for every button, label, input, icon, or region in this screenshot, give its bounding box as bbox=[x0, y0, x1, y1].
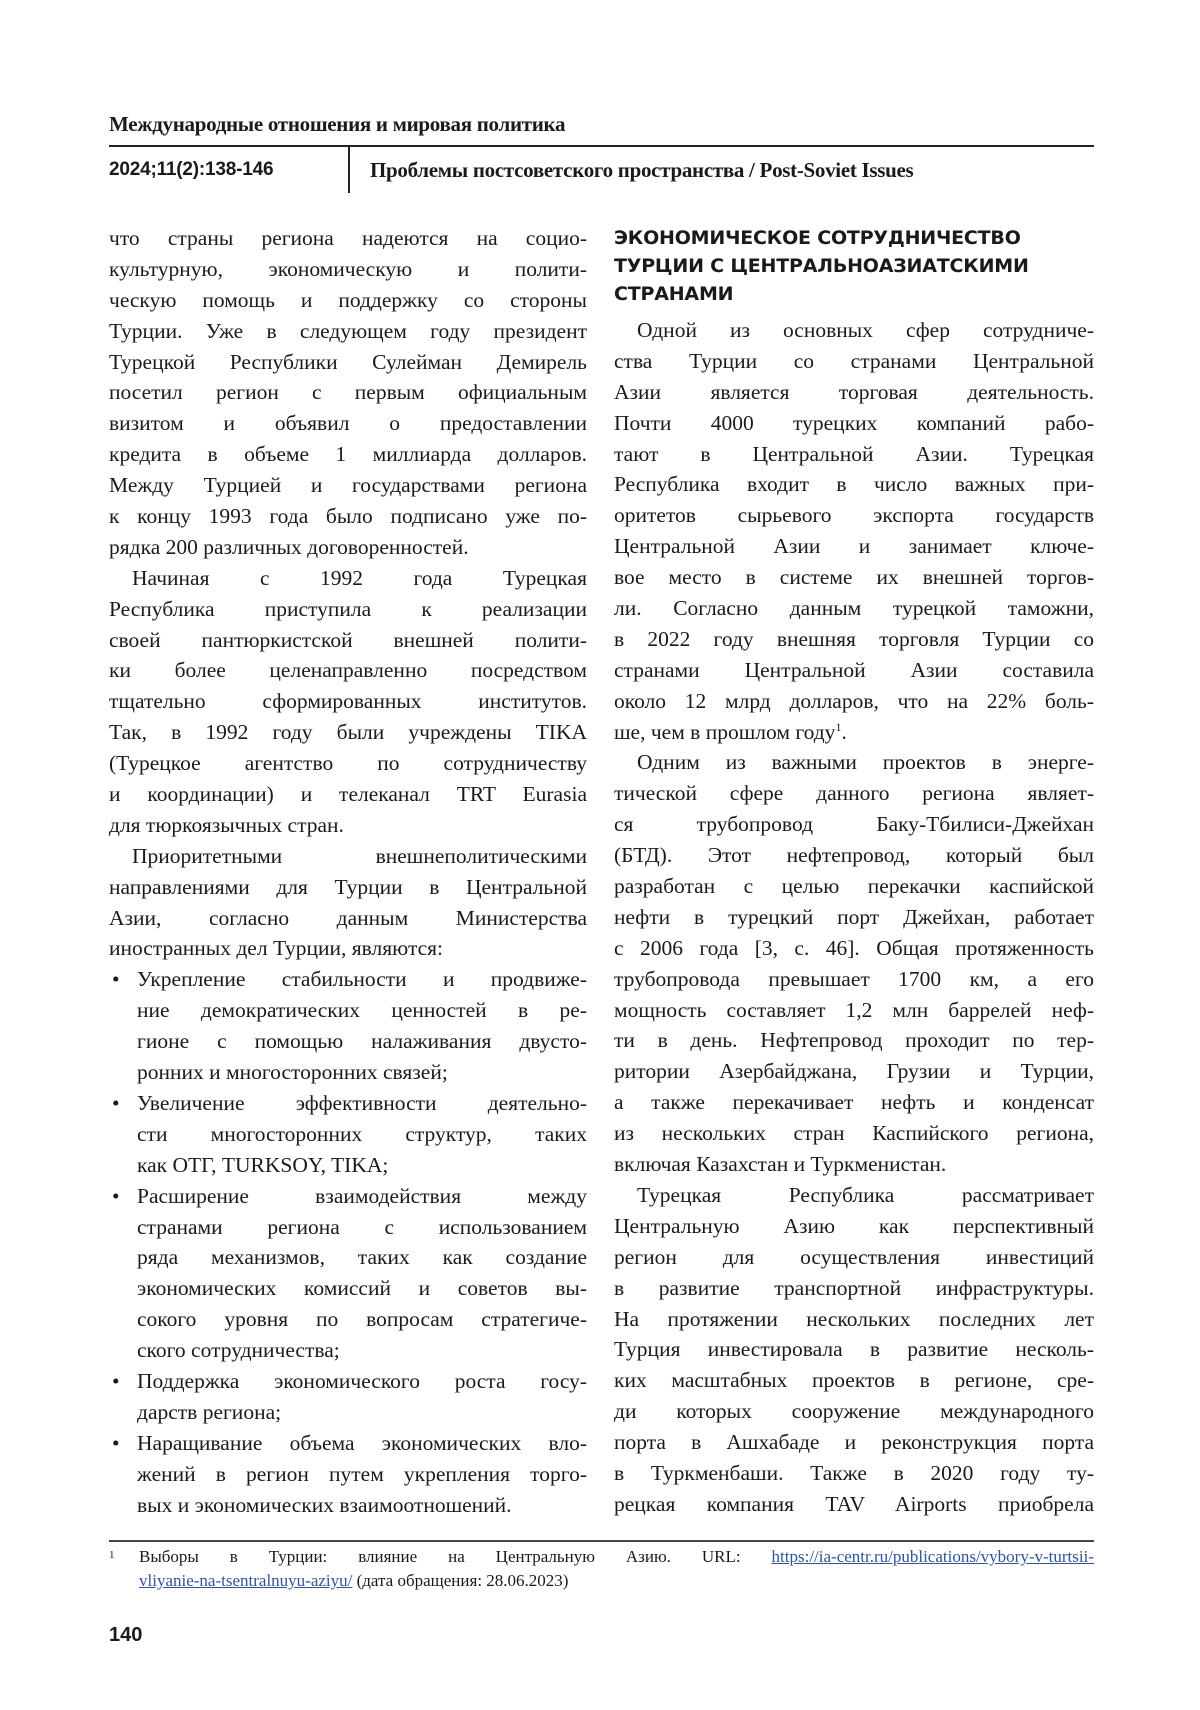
line-text: Центральной Азии и занимает ключе- bbox=[614, 534, 1094, 559]
line-text: Начиная с 1992 года Турецкая bbox=[132, 565, 587, 590]
text-line bbox=[614, 377, 1094, 408]
text-line bbox=[109, 903, 587, 934]
bullet-item bbox=[109, 1428, 587, 1521]
text-line bbox=[614, 1365, 1094, 1396]
text-line bbox=[109, 347, 587, 378]
bullet-item bbox=[109, 1181, 587, 1366]
text-line bbox=[614, 1087, 1094, 1118]
text-line bbox=[109, 717, 587, 748]
line-text: ких масштабных проектов в регионе, сре- bbox=[614, 1368, 1094, 1393]
bullet-icon: • bbox=[112, 1430, 120, 1455]
line-text: оритетов сырьевого экспорта государств bbox=[614, 503, 1094, 528]
text-line bbox=[614, 1242, 1094, 1273]
line-text: На протяжении нескольких последних лет bbox=[614, 1306, 1094, 1331]
line-text: трубопровода превышает 1700 км, а его bbox=[614, 966, 1094, 991]
line-text: тической сфере данного региона являет- bbox=[614, 781, 1094, 806]
text-line bbox=[614, 531, 1094, 562]
footnote-link-continued[interactable]: vliyanie-na-tsentralnuyu-aziyu/ bbox=[139, 1571, 353, 1590]
text-line bbox=[109, 408, 587, 439]
text-line bbox=[109, 532, 587, 563]
text-line bbox=[109, 872, 587, 903]
text-line bbox=[109, 316, 587, 347]
line-text: направлениями для Турции в Центральной bbox=[109, 874, 587, 899]
text-line bbox=[614, 1458, 1094, 1489]
paragraph bbox=[614, 747, 1094, 1179]
line-text: ние демократических ценностей в ре- bbox=[137, 998, 587, 1023]
footnote bbox=[109, 1545, 1094, 1593]
text-line bbox=[614, 686, 1094, 717]
text-line bbox=[614, 624, 1094, 655]
bullet-item bbox=[109, 1366, 587, 1428]
heading-line: ТУРЦИИ С ЦЕНТРАЛЬНОАЗИАТСКИМИ bbox=[614, 255, 1029, 277]
text-line bbox=[614, 315, 1094, 346]
line-text: Почти 4000 турецких компаний рабо- bbox=[614, 410, 1094, 435]
line-text: кредита в объеме 1 миллиарда долларов. bbox=[109, 442, 587, 467]
footnote-text: Выборы в Турции: влияние на Центральную Азию. URL: bbox=[139, 1547, 741, 1566]
line-text: Одной из основных сфер сотрудниче- bbox=[637, 318, 1094, 342]
text-line bbox=[614, 593, 1094, 624]
text-line bbox=[614, 995, 1094, 1026]
text-line bbox=[109, 501, 587, 532]
line-text: посетил регион с первым официальным bbox=[109, 380, 587, 405]
line-text: дарств региона; bbox=[137, 1399, 282, 1424]
right-column bbox=[614, 315, 1094, 1520]
line-text: Приоритетными внешнеполитическими bbox=[132, 843, 587, 868]
footnote-number: 1 bbox=[109, 1549, 115, 1561]
text-line bbox=[109, 1057, 587, 1088]
text-line bbox=[614, 902, 1094, 933]
text-line bbox=[614, 1025, 1094, 1056]
line-text: странами региона с использованием bbox=[137, 1214, 587, 1239]
line-text: Между Турцией и государствами региона bbox=[109, 473, 587, 498]
text-line bbox=[109, 1397, 587, 1428]
line-text: с 2006 года [3, с. 46]. Общая протяженность bbox=[614, 935, 1094, 960]
text-line bbox=[109, 1088, 587, 1119]
bullet-item bbox=[109, 1088, 587, 1181]
line-text: Турецкая Республика рассматривает bbox=[637, 1182, 1094, 1207]
footnote-access-date: (дата обращения: 28.06.2023) bbox=[356, 1571, 569, 1590]
bullet-icon: • bbox=[112, 1368, 120, 1393]
text-line bbox=[614, 778, 1094, 809]
heading-line: СТРАНАМИ bbox=[614, 283, 734, 305]
line-text: ли. Согласно данным турецкой таможни, bbox=[614, 596, 1094, 621]
text-line bbox=[614, 1180, 1094, 1211]
paragraph bbox=[109, 841, 587, 965]
line-text: в Туркменбаши. Также в 2020 году ту- bbox=[614, 1460, 1094, 1485]
text-line bbox=[109, 810, 587, 841]
text-line bbox=[109, 563, 587, 594]
line-text: нефти в турецкий порт Джейхан, работает bbox=[614, 904, 1094, 929]
line-text: (Турецкое агентство по сотрудничеству bbox=[109, 751, 587, 776]
text-line bbox=[109, 439, 587, 470]
line-text: Укрепление стабильности и продвиже- bbox=[137, 967, 587, 992]
text-line bbox=[109, 686, 587, 717]
footnote-divider bbox=[109, 1540, 1094, 1542]
line-text: тают в Центральной Азии. Турецкая bbox=[614, 441, 1094, 466]
footnote-reference[interactable]: 1 bbox=[835, 719, 842, 734]
line-text: Республика входит в число важных при- bbox=[614, 472, 1094, 497]
line-text: ряда механизмов, таких как создание bbox=[137, 1245, 587, 1270]
line-text: для тюркоязычных стран. bbox=[109, 812, 344, 837]
text-line bbox=[109, 841, 587, 872]
text-line bbox=[614, 500, 1094, 531]
text-line bbox=[614, 1427, 1094, 1458]
line-text: жений в регион путем укрепления торго- bbox=[137, 1461, 587, 1486]
text-line bbox=[614, 408, 1094, 439]
line-text: а также перекачивает нефть и конденсат bbox=[614, 1090, 1094, 1115]
line-text: культурную, экономическую и полити- bbox=[109, 256, 587, 281]
line-text: Турецкой Республики Сулейман Демирель bbox=[109, 349, 587, 374]
footnote-link[interactable]: https://ia-centr.ru/publications/vybory-v-turtsii- bbox=[771, 1547, 1094, 1566]
line-text: иностранных дел Турции, являются: bbox=[109, 936, 444, 961]
text-line bbox=[109, 1119, 587, 1150]
text-line bbox=[109, 1304, 587, 1335]
text-line bbox=[109, 470, 587, 501]
text-line bbox=[614, 1273, 1094, 1304]
line-text: ческую помощь и поддержку со стороны bbox=[109, 287, 587, 312]
line-text: Турции. Уже в следующем году президент bbox=[109, 318, 587, 343]
line-text: Увеличение эффективности деятельно- bbox=[137, 1090, 587, 1115]
line-text: Турция инвестировала в развитие несколь- bbox=[614, 1337, 1094, 1362]
line-text: ритории Азербайджана, Грузии и Турции, bbox=[614, 1059, 1094, 1084]
text-line bbox=[614, 346, 1094, 377]
page-number: 140 bbox=[109, 1624, 143, 1646]
text-line bbox=[109, 655, 587, 686]
issue-citation: 2024;11(2):138-146 bbox=[109, 159, 274, 180]
line-text: гионе с помощью налаживания двусто- bbox=[137, 1029, 587, 1054]
line-text: рецкая компания TAV Airports приобрела bbox=[614, 1491, 1094, 1516]
text-line bbox=[109, 1181, 587, 1212]
line-text: Республика приступила к реализации bbox=[109, 596, 587, 621]
line-text: рядка 200 различных договоренностей. bbox=[109, 534, 469, 559]
text-line bbox=[614, 439, 1094, 470]
text-line bbox=[109, 254, 587, 285]
line-text: разработан с целью перекачки каспийской bbox=[614, 874, 1094, 899]
text-line bbox=[614, 469, 1094, 500]
journal-title: Проблемы постсоветского пространства / Post-Soviet Issues bbox=[370, 158, 914, 182]
text-line bbox=[109, 995, 587, 1026]
text-line bbox=[614, 1211, 1094, 1242]
line-text: ти в день. Нефтепровод проходит по тер- bbox=[614, 1028, 1094, 1053]
line-text: Одним из важными проектов в энерге- bbox=[637, 750, 1094, 775]
text-line bbox=[109, 1026, 587, 1057]
line-text: экономических комиссий и советов вы- bbox=[137, 1276, 587, 1301]
text-line bbox=[109, 933, 587, 964]
line-text: Расширение взаимодействия между bbox=[137, 1183, 587, 1208]
text-line bbox=[109, 285, 587, 316]
line-text: мощность составляет 1,2 млн баррелей неф- bbox=[614, 997, 1094, 1022]
line-text: из нескольких стран Каспийского региона, bbox=[614, 1121, 1094, 1146]
line-text: сокого уровня по вопросам стратегиче- bbox=[137, 1307, 587, 1332]
text-line bbox=[614, 1396, 1094, 1427]
line-text: к концу 1993 года было подписано уже по- bbox=[109, 504, 587, 529]
text-line bbox=[109, 1212, 587, 1243]
text-line bbox=[614, 1056, 1094, 1087]
text-line bbox=[614, 747, 1094, 778]
text-line bbox=[614, 562, 1094, 593]
text-line bbox=[109, 1150, 587, 1181]
text-line bbox=[109, 1490, 587, 1521]
text-line bbox=[614, 1489, 1094, 1520]
line-text: вых и экономических взаимоотношений. bbox=[137, 1492, 512, 1517]
paragraph bbox=[109, 223, 587, 563]
text-line bbox=[614, 809, 1094, 840]
bullet-icon: • bbox=[112, 1183, 120, 1208]
line-text: ронних и многосторонних связей; bbox=[137, 1060, 448, 1085]
line-text: ди которых сооружение международного bbox=[614, 1399, 1094, 1424]
line-text: и координации) и телеканал TRT Eurasia bbox=[109, 782, 587, 807]
heading-line: ЭКОНОМИЧЕСКОЕ СОТРУДНИЧЕСТВО bbox=[614, 227, 1021, 249]
line-text: Так, в 1992 году были учреждены TIKA bbox=[109, 720, 587, 745]
line-text: ся трубопровод Баку-Тбилиси-Джейхан bbox=[614, 812, 1094, 837]
line-text: Азии является торговая деятельность. bbox=[614, 379, 1094, 404]
line-text: своей пантюркистской внешней полити- bbox=[109, 627, 587, 652]
paragraph bbox=[109, 563, 587, 841]
text-line: ше, чем в прошлом году$^1$. bbox=[614, 719, 847, 744]
text-line bbox=[614, 964, 1094, 995]
text-line bbox=[109, 779, 587, 810]
line-text: Поддержка экономического роста госу- bbox=[137, 1368, 587, 1393]
bullet-icon: • bbox=[112, 967, 120, 992]
text-line bbox=[109, 1428, 587, 1459]
line-text: ского сотрудничества; bbox=[137, 1338, 340, 1363]
text-line bbox=[614, 871, 1094, 902]
line-text: Наращивание объема экономических вло- bbox=[137, 1430, 587, 1455]
line-text: около 12 млрд долларов, что на 22% боль- bbox=[614, 688, 1094, 713]
bullet-item bbox=[109, 964, 587, 1088]
text-line bbox=[109, 1273, 587, 1304]
line-text: ки более целенаправленно посредством bbox=[109, 658, 587, 683]
text-line bbox=[109, 625, 587, 656]
text-line bbox=[614, 1304, 1094, 1335]
text-line bbox=[109, 748, 587, 779]
header-vertical-divider bbox=[348, 147, 350, 193]
line-text: что страны региона надеются на социо- bbox=[109, 226, 587, 250]
text-line bbox=[109, 1366, 587, 1397]
text-line bbox=[614, 1334, 1094, 1365]
text-line bbox=[109, 223, 587, 254]
line-text: странами Центральной Азии составила bbox=[614, 657, 1094, 682]
header-divider bbox=[109, 145, 1094, 147]
line-text: регион для осуществления инвестиций bbox=[614, 1244, 1094, 1269]
section-title: Международные отношения и мировая политика bbox=[109, 112, 566, 136]
text-line bbox=[109, 1459, 587, 1490]
line-text: вое место в системе их внешней торгов- bbox=[614, 565, 1094, 590]
text-line bbox=[109, 1335, 587, 1366]
paragraph bbox=[614, 1180, 1094, 1520]
bullet-icon: • bbox=[112, 1090, 120, 1115]
line-text: сти многосторонних структур, таких bbox=[137, 1121, 587, 1146]
line-text: ше, чем в прошлом году bbox=[614, 719, 836, 744]
text-line bbox=[614, 1149, 1094, 1180]
line-text: ства Турции со странами Центральной bbox=[614, 348, 1094, 373]
line-text: тщательно сформированных институтов. bbox=[109, 689, 587, 714]
text-line bbox=[614, 1118, 1094, 1149]
line-text: в развитие транспортной инфраструктуры. bbox=[614, 1275, 1094, 1300]
line-text: включая Казахстан и Туркменистан. bbox=[614, 1152, 947, 1177]
line-text: Азии, согласно данным Министерства bbox=[109, 905, 587, 930]
line-text: визитом и объявил о предоставлении bbox=[109, 411, 587, 436]
line-text: как ОТГ, TURKSOY, TIKA; bbox=[137, 1152, 389, 1177]
text-line bbox=[614, 933, 1094, 964]
text-line bbox=[109, 594, 587, 625]
text-line bbox=[614, 655, 1094, 686]
line-text: (БТД). Этот нефтепровод, который был bbox=[614, 843, 1094, 868]
text-line bbox=[614, 840, 1094, 871]
text-line bbox=[109, 964, 587, 995]
line-text: в 2022 году внешняя торговля Турции со bbox=[614, 626, 1094, 651]
text-line bbox=[109, 377, 587, 408]
line-text: порта в Ашхабаде и реконструкция порта bbox=[614, 1430, 1094, 1455]
text-line bbox=[109, 1242, 587, 1273]
paragraph bbox=[614, 315, 1094, 747]
left-column bbox=[109, 223, 587, 1520]
section-heading bbox=[614, 224, 1094, 308]
line-text: Центральную Азию как перспективный bbox=[614, 1213, 1094, 1238]
